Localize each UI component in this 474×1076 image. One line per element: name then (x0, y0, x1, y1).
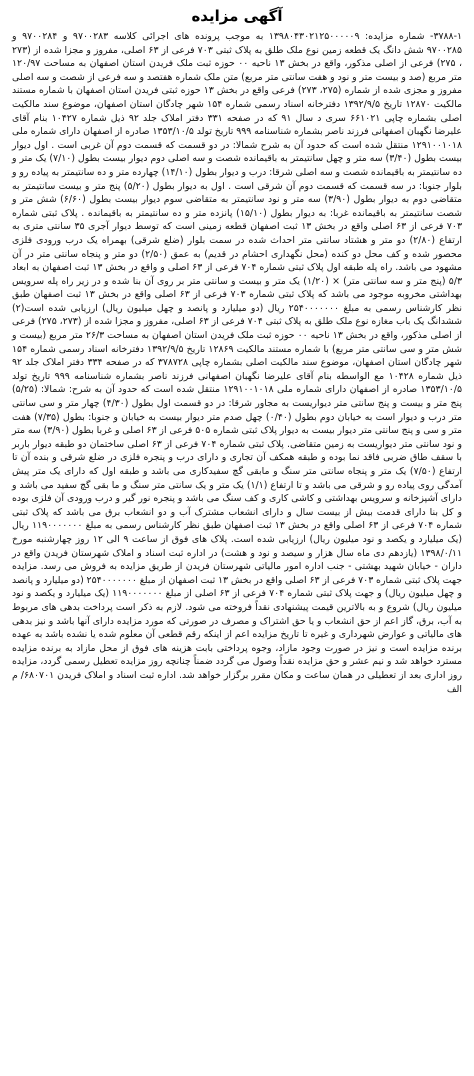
notice-body: ۳۷۸۸-۱- شماره مزایده: ۱۳۹۸۰۴۳۰۲۱۲۵۰۰۰۰۰۹ به موجب پرونده های اجرائی کلاسه ۹۷۰۰۲۸۳ و ۹۷۰۰۲۸۴ و ۹۷۰۰۲۸۵ شش دانگ یک قطعه زمین نوع ملک طلق به پلاک ثبتی ۷۰۳ فرعی از ۶۳ اصلی، مفروز و مجزا شده از (۲۷۳ ، ۲۷۵) فرعی از اصلی مذکور، واقع در بخش ۱۳ ناحیه ۰۰ حوزه ثبت ملک فریدن استان اصفهان به مساحت ۱۲۰/۹۷ متر مربع (صد و بیست متر و نود و هفت سانتی متر مربع) متن ملک شماره هفتصد و سه فرعی از شصت و سه اصلی مفروز و مجزی شده از شماره (۲۷۵، ۲۷۳) فرعی واقع در بخش ۱۳ حوزه ثبتی فریدن استان اصفهان با شماره مستند مالکیت ۱۲۸۷۰ تاریخ ۱۳۹۲/۹/۵ دفترخانه اسناد رسمی شماره ۱۵۴ شهر چادگان استان اصفهان، موضوع سند مالکیت اصلی بشماره چاپی ۶۶۱۰۲۱ سری د سال ۹۱ که در صفحه ۳۳۱ دفتر املاک جلد ۹۲ ذیل شماره ۱۰۴۲۷ بنام آقای علیرضا نگهبان اصفهانی فرزند ناصر بشماره شناسنامه ۹۹۹ تاریخ تولد ۱۳۵۳/۱۰/۵ صادره از اصفهان دارای شماره ملی ۱۲۹۱۰۰۱۰۱۸ منتقل شده است که حدود آن به شرح شمالا: در دو قسمت که قسمت دوم آن غربی است . اول دیوار بیست بطول (۳/۴۰) سه متر و چهل سانتیمتر به باقیمانده شصت و سه اصلی دوم دیوار بیست بطول (۷/۱۰) یک متر و ده سانتیمتر به باقیمانده شصت و سه اصلی شرقا: درب و دیوار بطول (۱۴/۱۰) چهارده متر و ده سانتیمتر به پیاده رو و بلوار جنوبا: در سه قسمت که قسمت دوم آن شرقی است . اول به دیوار بطول (۵/۲۰) پنج متر و بیست سانتیمتر به متقاضی دوم به دیوار بطول (۳/۹۰) سه متر و نود سانتیمتر به متقاضی سوم دیوار بیست بطول (۶/۶۰) شش متر و شصت سانتیمتر به باقیمانده غربا: به دیوار بطول (۱۵/۱۰) پانزده متر و ده سانتیمتر به باقیمانده . پلاک ثبتی شماره ۷۰۳ فرعی از ۶۳ اصلی واقع در بخش ۱۳ ثبت اصفهان قطعه زمینی است که توسط دیوار آجری ۳۵ سانتی متری به ارتفاع (۲/۸۰) دو متر و هشتاد سانتی متر احداث شده در سمت بلوار (ضلع شرقی) بهمراه یک درب ورودی فلزی محصور شده و کف محل دو کنده (محل نگهداری احشام در قدیم) به عمق (۲/۵۰) دو متر و پنجاه سانتی متر در آن مشهود می باشد. راه پله طبقه اول پلاک ثبتی شماره ۷۰۴ فرعی از ۶۳ اصلی و واقع در بخش ۱۳ ثبت اصفهان به ابعاد ۵/۳ (پنج متر و سه سانتی متر) × (۱/۲۰) یک متر و بیست و سانتی متر بر روی آن بنا شده و در زیر راه پله سرویس بهداشتی مخروبه موجود می باشد که پلاک ثبتی شماره ۷۰۳ فرعی از ۶۳ اصلی واقع در بخش ۱۳ ثبت اصفهان طبق نظر کارشناس رسمی به مبلغ ۲۵۴۰۰۰۰۰۰۰ ریال (دو میلیارد و پانصد و چهل میلیون ریال) ارزیابی شده است(۲) ششدانگ یک باب مغازه نوع ملک طلق به پلاک ثبتی ۷۰۴ فرعی از ۶۳ اصلی، مفروز و مجزا شده از (۲۷۳، ۲۷۵) فرعی از اصلی مذکور، واقع در بخش ۱۳ ناحیه ۰۰ حوزه ثبت ملک فریدن استان اصفهان به مساحت ۲۶/۳ متر مربع (بیست و شش متر و سی سانتی متر مربع) با شماره مستند مالکیت ۱۲۸۶۹ تاریخ ۱۳۹۲/۹/۵ دفترخانه اسناد رسمی شماره ۱۵۴ شهر چادگان استان اصفهان، موضوع سند مالکیت اصلی بشماره چاپی ۳۷۸۷۲۸ که در صفحه ۳۳۴ دفتر املاک جلد ۹۲ ذیل شماره ۱۰۴۲۸ مع الواسطه بنام آقای علیرضا نگهبان اصفهانی فرزند ناصر بشماره شناسنامه ۹۹۹ تاریخ تولد ۱۳۵۳/۱۰/۵ صادره از اصفهان دارای شماره ملی ۱۲۹۱۰۰۱۰۱۸ منتقل شده است که حدود آن به شرح: شمالا: (۵/۲۵) پنج متر و بیست و پنج سانتی متر دیواریست به مجاور شرقا: در دو قسمت اول بطول (۴/۳۰) چهار متر و سی سانتی متر درب و دیوار است به خیابان دوم بطول (۰/۴۰) چهل صدم متر دیوار بیست به خیابان و جنوبا: بطول (۷/۳۵) هفت متر و سی و پنج سانتی متر دیوار بیست به دیوار پلاک ثبتی شماره ۵۰۵ فرعی از ۶۳ اصلی و غربا بطول (۳/۹۰) سه متر و نود سانتی متر دیواریست به زمین متقاضی. پلاک ثبتی شماره ۷۰۴ فرعی از ۶۳ اصلی ساختمان دو طبقه دیوار باربر با سقف طاق ضربی فاقد نما بوده و طبقه همکف آن تجاری و دارای درب و پنجره فلزی در ضلع شرقی و بنده آن تا ارتفاع (۷/۵۰) یک متر و پنجاه سانتی متر سنگ و مابقی گچ سفیدکاری می باشد و طبقه اول که دارای یک متر پیش آمدگی روی پیاده رو و شرقی می باشد و تا ارتفاع (۱/۱) یک متر و یک سانتی متر سنگ و ما بقی گچ سفید می باشد و دارای آشپزخانه و سرویس بهداشتی و کاشی کاری و کف سنگ می باشد و پنجره نور گیر و درب ورودی آن فلزی بوده و کل بنا دارای قدمت بیش از بیست سال و دارای انشعاب مشترک آب و دو انشعاب برق می باشد که پلاک ثبتی شماره ۷۰۴ فرعی از ۶۳ اصلی واقع در بخش ۱۳ ثبت اصفهان طبق نظر کارشناس رسمی به مبلغ ۱۱۹۰۰۰۰۰۰۰ ریال (یک میلیارد و یکصد و نود میلیون ریال) ارزیابی شده است. پلاک های فوق از ساعت ۹ الی ۱۲ روز چهارشنبه مورخ ۱۳۹۸/۰/۱۱ (یازدهم دی ماه سال هزار و سیصد و نود و هشت) در اداره ثبت اسناد و املاک شهرستان فریدن واقع در داران - خیابان شهید بهشتی - جنب اداره امور مالیاتی شهرستان فریدن از طریق مزایده به فروش می رسد. مزایده جهت پلاک ثبتی شماره ۷۰۳ فرعی از ۶۳ اصلی واقع در بخش ۱۳ ثبت اصفهان از مبلغ ۲۵۴۰۰۰۰۰۰۰ (دو میلیارد و پانصد و چهل میلیون ریال) و جهت پلاک ثبتی شماره ۷۰۴ فرعی از ۶۳ اصلی از مبلغ ۱۱۹۰۰۰۰۰۰۰ (یک میلیارد و یکصد و نود میلیون ریال) شروع و به بالاترین قیمت پیشنهادی نقداً فروخته می شود. لازم به ذکر است پرداخت بدهی های مربوط به آب، برق، گاز اعم از حق انشعاب و یا حق اشتراک و مصرف در صورتی که مورد مزایده دارای آنها باشد و نیز بدهی های مالیاتی و عوارض شهرداری و غیره تا تاریخ مزایده اعم از اینکه رقم قطعی آن معلوم شده یا نشده باشد به عهده برنده مزایده است و نیز در صورت وجود مازاد، وجوه پرداختی بابت هزینه های فوق از محل مازاد به برنده مزایده مسترد خواهد شد و نیم عشر و حق مزایده نقداً وصول می گردد ضمناً چنانچه روز مزایده تعطیل رسمی گردد، مزایده روز اداری بعد از تعطیلی در همان ساعت و مکان مقرر برگزار خواهد شد. اداره ثبت اسناد و املاک فریدن ۶۸۰۷۰۱/ م الف (12, 31, 463, 695)
notice-title: آگهی مزایده (191, 7, 283, 25)
